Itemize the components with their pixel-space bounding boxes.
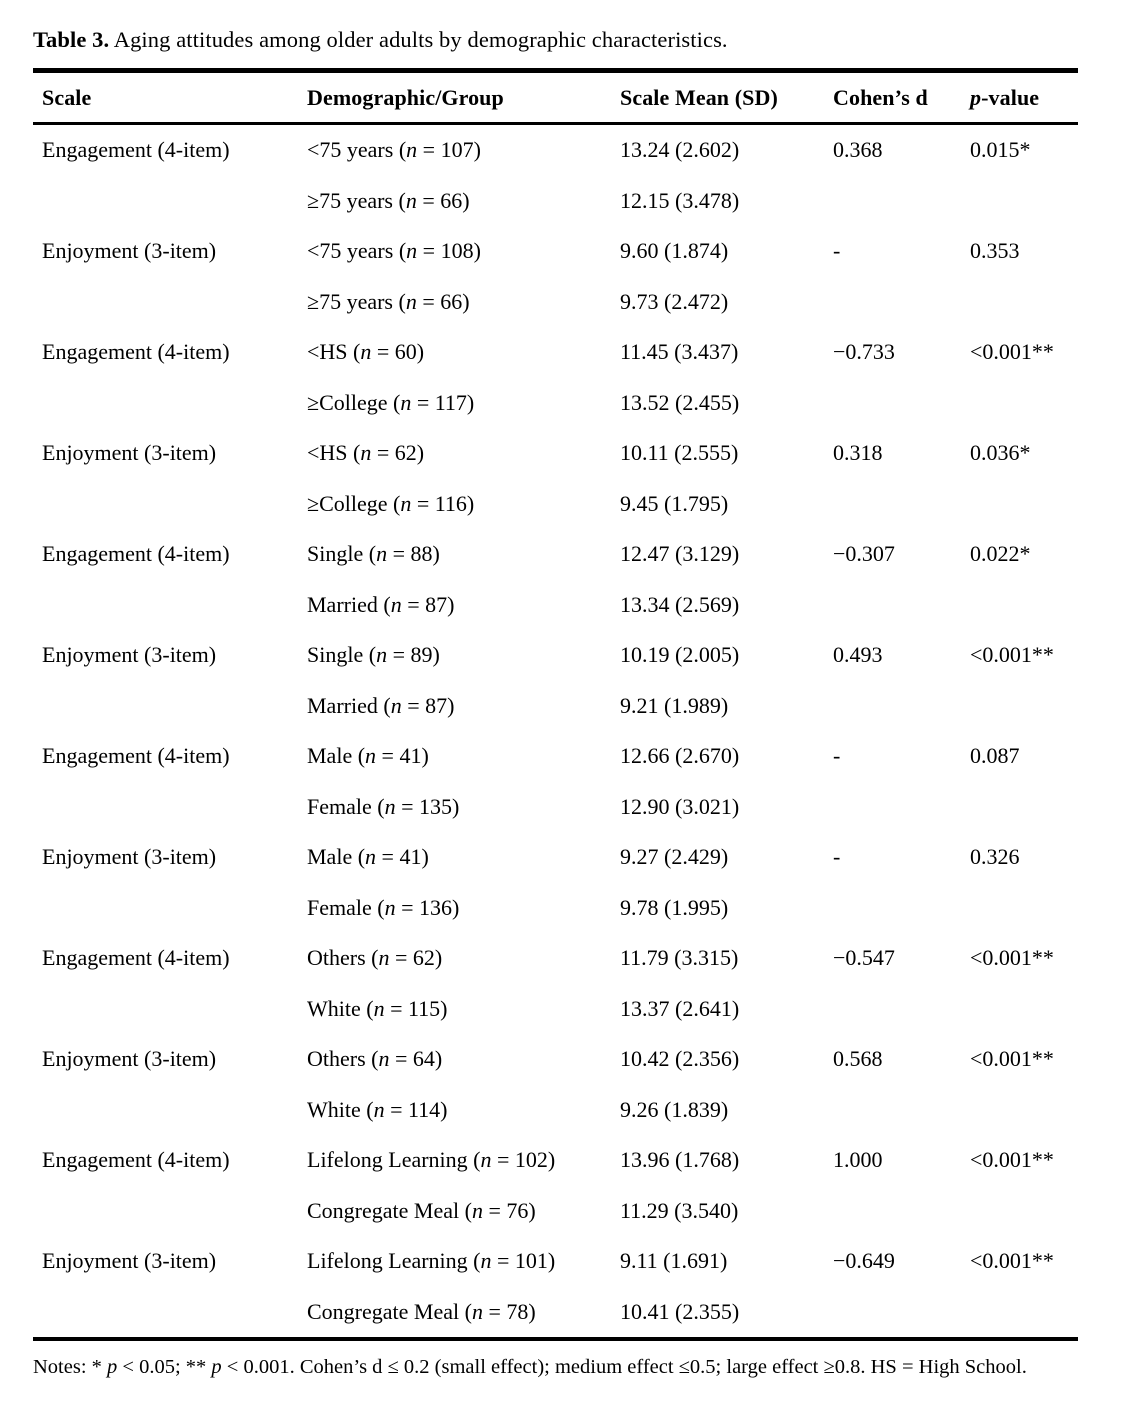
cell-cohens-d [833, 1085, 970, 1136]
table-row [33, 1287, 1078, 1340]
cell-scale-mean-sd: 10.41 (2.355) [620, 1298, 740, 1324]
cell-scale: Engagement (4-item) [42, 1147, 230, 1173]
cell-demographic-group: <75 years (n = 108) [307, 238, 481, 264]
cell-scale-mean-sd: 9.11 (1.691) [620, 1248, 728, 1274]
cell-demographic-group: Others (n = 64) [307, 1046, 443, 1072]
italic-n: n [384, 793, 396, 819]
cell-scale-mean-sd: 9.45 (1.795) [620, 490, 729, 516]
cell-cohens-d: −0.733 [833, 339, 895, 365]
cell-scale: Enjoyment (3-item) [42, 844, 217, 870]
cell-scale: Engagement (4-item) [42, 137, 230, 163]
cell-cohens-d: 0.368 [833, 137, 883, 163]
italic-n: n [373, 995, 385, 1021]
header-row [33, 71, 1078, 124]
cell-p-value [970, 1287, 1078, 1340]
header-scale [33, 71, 307, 124]
table-header [33, 71, 1078, 124]
cell-cohens-d: 0.318 [833, 440, 883, 466]
table-row [33, 580, 1078, 631]
cell-scale: Engagement (4-item) [42, 743, 230, 769]
table-row [33, 883, 1078, 934]
header-demographic-group [307, 71, 620, 124]
cell-p-value [970, 277, 1078, 328]
cell-p-value: <0.001** [970, 945, 1054, 971]
table-notes [33, 1354, 1078, 1380]
cell-demographic-group: Male (n = 41) [307, 844, 429, 870]
cell-scale: Enjoyment (3-item) [42, 1046, 217, 1072]
italic-n: n [406, 137, 418, 163]
table-row [33, 226, 1078, 277]
table-row [33, 681, 1078, 732]
cell-demographic-group: Single (n = 88) [307, 541, 440, 567]
cell-scale [33, 681, 307, 732]
cell-demographic-group: ≥College (n = 116) [307, 490, 475, 516]
header-scale-mean-sd [620, 71, 833, 124]
table-row [33, 529, 1078, 580]
cell-cohens-d [833, 681, 970, 732]
table-row [33, 1034, 1078, 1085]
cell-p-value [970, 883, 1078, 934]
cell-demographic-group: <75 years (n = 107) [307, 137, 481, 163]
italic-n: n [405, 288, 417, 314]
cell-p-value [970, 681, 1078, 732]
italic-n: n [390, 692, 402, 718]
italic-n: n [373, 1096, 385, 1122]
cell-p-value [970, 176, 1078, 227]
italic-n: n [376, 541, 388, 567]
italic-n: n [376, 642, 388, 668]
table-caption [33, 26, 1078, 53]
table-row [33, 1236, 1078, 1287]
cell-cohens-d: 0.493 [833, 642, 883, 668]
cell-cohens-d: - [833, 238, 841, 264]
cell-scale-mean-sd: 12.66 (2.670) [620, 743, 740, 769]
cell-demographic-group: White (n = 114) [307, 1096, 448, 1122]
table-row [33, 630, 1078, 681]
cell-scale [33, 883, 307, 934]
cell-scale-mean-sd: 12.15 (3.478) [620, 187, 740, 213]
cell-scale [33, 580, 307, 631]
cell-scale: Enjoyment (3-item) [42, 642, 217, 668]
cell-scale [33, 176, 307, 227]
cell-scale-mean-sd: 13.24 (2.602) [620, 137, 740, 163]
notes-text: Notes: * [33, 1356, 108, 1378]
cell-p-value [970, 1186, 1078, 1237]
header-demographic-group-label: Demographic/Group [307, 84, 504, 110]
table-caption-text: Aging attitudes among older adults by demographic characteristics. [109, 27, 728, 52]
header-p-value-label: -value [981, 84, 1040, 110]
cell-p-value: 0.353 [970, 238, 1020, 264]
cell-demographic-group: ≥75 years (n = 66) [307, 288, 470, 314]
cell-cohens-d: −0.649 [833, 1248, 895, 1274]
cell-p-value: <0.001** [970, 1147, 1054, 1173]
table-caption-number: Table 3. [33, 27, 110, 52]
cell-p-value: 0.015* [970, 137, 1031, 163]
cell-cohens-d [833, 984, 970, 1035]
cell-p-value: 0.087 [970, 743, 1020, 769]
cell-cohens-d [833, 277, 970, 328]
cell-scale-mean-sd: 10.11 (2.555) [620, 440, 739, 466]
cell-demographic-group: Congregate Meal (n = 76) [307, 1197, 536, 1223]
italic-n: n [378, 945, 390, 971]
cell-p-value: <0.001** [970, 339, 1054, 365]
cell-cohens-d [833, 479, 970, 530]
notes-italic-p-2: p [211, 1356, 222, 1378]
table-row [33, 428, 1078, 479]
cell-demographic-group: Married (n = 87) [307, 591, 455, 617]
italic-n: n [471, 1298, 483, 1324]
cell-demographic-group: Lifelong Learning (n = 101) [307, 1248, 556, 1274]
italic-n: n [384, 894, 396, 920]
cell-cohens-d [833, 782, 970, 833]
cell-scale [33, 1186, 307, 1237]
cell-scale-mean-sd: 13.52 (2.455) [620, 389, 740, 415]
cell-cohens-d: - [833, 844, 841, 870]
italic-n: n [471, 1197, 483, 1223]
table-row [33, 984, 1078, 1035]
table-row [33, 933, 1078, 984]
cell-p-value [970, 378, 1078, 429]
table-row [33, 479, 1078, 530]
cell-cohens-d [833, 378, 970, 429]
italic-n: n [400, 490, 412, 516]
header-scale-mean-sd-label: Scale Mean (SD) [620, 84, 778, 110]
table-row [33, 277, 1078, 328]
cell-scale [33, 984, 307, 1035]
cell-cohens-d: 1.000 [833, 1147, 883, 1173]
table-row [33, 1135, 1078, 1186]
cell-scale-mean-sd: 9.21 (1.989) [620, 692, 729, 718]
cell-p-value: 0.022* [970, 541, 1031, 567]
cell-demographic-group: Single (n = 89) [307, 642, 440, 668]
cell-scale-mean-sd: 13.96 (1.768) [620, 1147, 740, 1173]
table-row [33, 378, 1078, 429]
notes-text: < 0.05; ** [117, 1356, 212, 1378]
header-scale-label: Scale [42, 84, 92, 110]
cell-scale-mean-sd: 11.45 (3.437) [620, 339, 739, 365]
italic-n: n [480, 1248, 492, 1274]
cell-cohens-d: −0.307 [833, 541, 895, 567]
header-p-value-italic-p: p [970, 84, 982, 110]
cell-scale [33, 277, 307, 328]
cell-demographic-group: Others (n = 62) [307, 945, 443, 971]
italic-n: n [405, 187, 417, 213]
cell-scale: Enjoyment (3-item) [42, 1248, 217, 1274]
cell-p-value: <0.001** [970, 1248, 1054, 1274]
cell-p-value: 0.036* [970, 440, 1031, 466]
notes-italic-p-1: p [107, 1356, 118, 1378]
cell-p-value: <0.001** [970, 1046, 1054, 1072]
header-p-value [970, 71, 1078, 124]
cell-scale: Enjoyment (3-item) [42, 238, 217, 264]
cell-scale-mean-sd: 9.73 (2.472) [620, 288, 729, 314]
header-cohens-d-label: Cohen’s d [833, 84, 928, 110]
cell-scale: Enjoyment (3-item) [42, 440, 217, 466]
cell-scale-mean-sd: 9.78 (1.995) [620, 894, 729, 920]
cell-demographic-group: Male (n = 41) [307, 743, 429, 769]
italic-n: n [390, 591, 402, 617]
cell-demographic-group: <HS (n = 62) [307, 440, 425, 466]
italic-n: n [406, 238, 418, 264]
cell-cohens-d: 0.568 [833, 1046, 883, 1072]
cell-scale-mean-sd: 12.90 (3.021) [620, 793, 740, 819]
table-row [33, 782, 1078, 833]
cell-demographic-group: ≥75 years (n = 66) [307, 187, 470, 213]
cell-scale: Engagement (4-item) [42, 339, 230, 365]
cell-p-value [970, 984, 1078, 1035]
cell-cohens-d: −0.547 [833, 945, 895, 971]
cell-scale [33, 1287, 307, 1340]
demographics-table [33, 68, 1078, 1341]
cell-demographic-group: White (n = 115) [307, 995, 448, 1021]
table-row [33, 832, 1078, 883]
italic-n: n [365, 844, 377, 870]
cell-demographic-group: Married (n = 87) [307, 692, 455, 718]
table-row [33, 124, 1078, 176]
cell-scale-mean-sd: 13.34 (2.569) [620, 591, 740, 617]
cell-p-value [970, 580, 1078, 631]
cell-scale [33, 782, 307, 833]
cell-scale-mean-sd: 9.26 (1.839) [620, 1096, 729, 1122]
cell-p-value [970, 479, 1078, 530]
cell-scale-mean-sd: 10.19 (2.005) [620, 642, 740, 668]
table-row [33, 176, 1078, 227]
cell-p-value [970, 782, 1078, 833]
italic-n: n [400, 389, 412, 415]
italic-n: n [365, 743, 377, 769]
notes-text: < 0.001. Cohen’s d ≤ 0.2 (small effect); medium effect ≤0.5; large effect ≥0.8. HS = High School. [221, 1356, 1027, 1378]
cell-demographic-group: Female (n = 135) [307, 793, 460, 819]
cell-scale [33, 479, 307, 530]
table-body [33, 124, 1078, 1340]
cell-scale-mean-sd: 9.27 (2.429) [620, 844, 729, 870]
cell-cohens-d [833, 580, 970, 631]
header-cohens-d [833, 71, 970, 124]
italic-n: n [360, 440, 372, 466]
cell-cohens-d [833, 176, 970, 227]
italic-n: n [378, 1046, 390, 1072]
table-row [33, 1186, 1078, 1237]
cell-scale [33, 1085, 307, 1136]
cell-cohens-d [833, 1287, 970, 1340]
cell-scale-mean-sd: 9.60 (1.874) [620, 238, 729, 264]
cell-p-value [970, 1085, 1078, 1136]
cell-p-value: 0.326 [970, 844, 1020, 870]
cell-scale-mean-sd: 11.79 (3.315) [620, 945, 739, 971]
cell-scale-mean-sd: 10.42 (2.356) [620, 1046, 740, 1072]
cell-demographic-group: <HS (n = 60) [307, 339, 425, 365]
cell-scale-mean-sd: 13.37 (2.641) [620, 995, 740, 1021]
cell-p-value: <0.001** [970, 642, 1054, 668]
cell-demographic-group: Female (n = 136) [307, 894, 460, 920]
cell-scale-mean-sd: 12.47 (3.129) [620, 541, 740, 567]
cell-scale: Engagement (4-item) [42, 945, 230, 971]
italic-n: n [360, 339, 372, 365]
table-row [33, 731, 1078, 782]
table-row [33, 327, 1078, 378]
cell-cohens-d [833, 1186, 970, 1237]
cell-scale: Engagement (4-item) [42, 541, 230, 567]
cell-cohens-d [833, 883, 970, 934]
cell-scale-mean-sd: 11.29 (3.540) [620, 1197, 739, 1223]
table-row [33, 1085, 1078, 1136]
cell-scale [33, 378, 307, 429]
cell-cohens-d: - [833, 743, 841, 769]
cell-demographic-group: Congregate Meal (n = 78) [307, 1298, 536, 1324]
italic-n: n [480, 1147, 492, 1173]
cell-demographic-group: ≥College (n = 117) [307, 389, 475, 415]
cell-demographic-group: Lifelong Learning (n = 102) [307, 1147, 556, 1173]
